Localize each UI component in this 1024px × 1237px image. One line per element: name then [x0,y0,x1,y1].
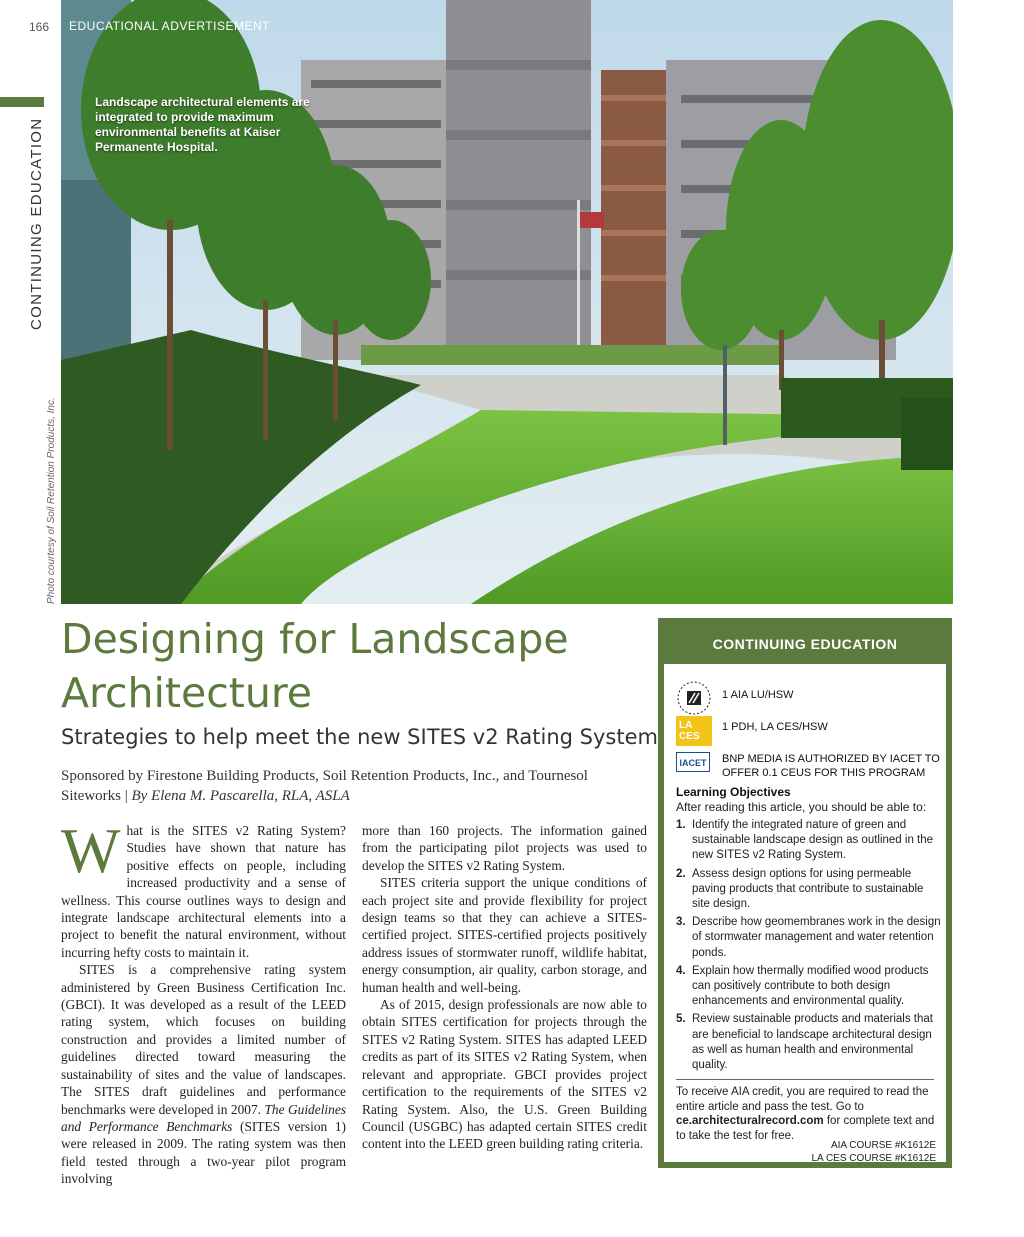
section-label: CONTINUING EDUCATION [28,117,45,330]
objective-item: 3. Describe how geomembranes work in the design of stormwater management and water retention ponds. [676,916,941,959]
page-number: 166 [29,20,50,34]
ce-heading: CONTINUING EDUCATION [664,624,946,664]
sponsor-line [61,766,621,806]
objective-item: 1. Identify the integrated nature of green and sustainable landscape design as outlined in the new SITES v2 Rating System. [676,819,934,862]
paragraph: more than 160 projects. The information gained from the participating pilot projects was used to develop the SITES v2 Rating System. [362,823,647,873]
body-column-2 [362,822,647,1153]
iacet-logo: IACET [676,752,710,772]
photo-caption: Landscape architectural elements are integrated to provide maximum environmental benefits at Kaiser Permanente Hospital. [95,95,310,154]
objective-item: 4. Explain how thermally modified wood products can positively contribute to both design enhancements and environmental quality. [676,964,929,1008]
body-column-1 [61,816,346,1188]
objectives-title: Learning Objectives [676,785,791,799]
credit-la-ces-text: 1 PDH, LA CES/HSW [722,721,828,733]
hero-photo [61,0,953,604]
paragraph: hat is the SITES v2 Rating System? Studies have shown that nature has positive effects on people, including increased productivity and a sense of wellness. This course outlines ways to design and integrate landscape architectural elements into a project to benefit the natural environment, without incurring hefty costs to maintain it. [61,823,346,960]
paragraph: SITES is a comprehensive rating system administered by Green Business Certification Inc. (GBCI). It was developed as a result of the LEED rating system, which focuses on building construction and provides a limited number of guidelines directed toward measuring the sustainability of sites and the value of landscapes. The SITES draft guidelines and performance benchmarks were developed in 2007. [61,962,346,1117]
paragraph: (SITES version 1) were released in 2009. The rating system was then field tested through a two-year pilot program involving [61,1118,346,1187]
advertisement-label: EDUCATIONAL ADVERTISEMENT [69,19,270,33]
credit-iacet-text: BNP MEDIA IS AUTHORIZED BY IACET TO OFFER 0.1 CEUS FOR THIS PROGRAM [722,753,940,779]
article-title: Designing for Landscape Architecture [61,615,569,717]
aia-course-number: AIA COURSE #K1612E [830,1140,936,1151]
la-ces-course-number: LA CES COURSE #K1612E [811,1153,936,1164]
objective-item: 5. Review sustainable products and materials that are beneficial to landscape architectural design as well as human health and environmental quality. [676,1013,933,1072]
section-rule [0,97,44,107]
landscape-illustration [61,0,953,604]
objective-item: 2. Assess design options for using permeable paving products that contribute to sustainable site design. [676,867,924,911]
byline: By Elena M. Pascarella, RLA, ASLA [131,788,350,804]
objectives-intro: After reading this article, you should be able to: [676,800,927,814]
article-subtitle: Strategies to help meet the new SITES v2 Rating System [61,725,658,749]
paragraph: As of 2015, design professionals are now able to obtain SITES certification for projects through the SITES v2 Rating System. SITES has adapted LEED credits as part of its SITES v2 Rating System, when relevant and appropriate. GBCI provides project certification to the requirements of the SITES v2 Rating System. Also, the U.S. Green Building Council (USGBC) has adapted certain SITES credit content into the LEED green building rating criteria. [362,997,647,1152]
aia-credit-note: To receive AIA credit, you are required to read the entire article and pass the test. Go to ce.architecturalrecord.com for complete text and to take the test for free. [676,1086,935,1142]
divider [676,1079,934,1080]
sponsor-text: Sponsored by Firestone Building Products, Soil Retention Products, Inc., and Tournesol Siteworks | [61,768,588,804]
photo-credit: Photo courtesy of Soil Retention Products, Inc. [46,397,57,604]
publication-title: The Guidelines and Performance Benchmarks [61,1101,346,1134]
la-ces-logo: LA CES [676,716,712,746]
objectives-list [676,818,944,1076]
ce-website-link[interactable]: ce.architecturalrecord.com [676,1115,824,1127]
continuing-education-box [658,618,952,1168]
paragraph: SITES criteria support the unique conditions of each project site and provide flexibility for project design teams so that they can achieve a SITES-certified project. SITES-certified projects positively address issues of stormwater runoff, wildlife habitat, energy consumption, air quality, carbon storage, and human health and well-being. [362,875,647,995]
credit-aia-text: 1 AIA LU/HSW [722,689,794,701]
drop-cap: W [61,816,121,886]
aia-ce-logo-icon [676,680,712,716]
